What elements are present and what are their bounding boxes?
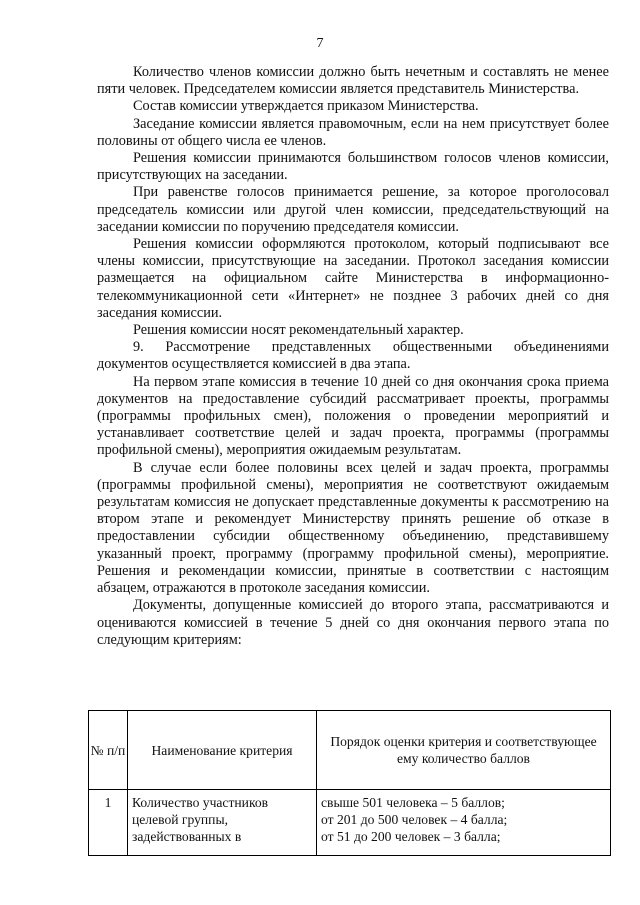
paragraph: На первом этапе комиссия в течение 10 дней со дня окончания срока приема документов на предоставление субсидий рассматривает проекты, программы (программы профильных смен), положения о проведении мероприятий и устанавливает соответствие целей и задач проекта, программы (программы профильной смены), мероприятия ожидаемым результатам. (97, 373, 609, 459)
criteria-table (88, 710, 611, 856)
scoring-line: свыше 501 человека – 5 баллов; (321, 795, 505, 810)
criterion-name: Количество участников целевой группы, задействованных в (128, 790, 317, 856)
row-number: 1 (89, 790, 128, 856)
scoring-line: от 51 до 200 человек – 3 балла; (321, 829, 501, 844)
paragraph: Решения комиссии оформляются протоколом, который подписывают все члены комиссии, присутствующие на заседании. Протокол заседания комиссии размещается на официальном сайте Министерства в информационно-телекоммуникационной сети «Интернет» не позднее 3 рабочих дней со дня заседания комиссии. (97, 236, 609, 321)
paragraph: Решения комиссии принимаются большинством голосов членов комиссии, присутствующих на заседании. (97, 150, 609, 184)
paragraph: В случае если более половины всех целей и задач проекта, программы (программы профильной смены), мероприятия не соответствуют ожидаемым результатам комиссия не допускает представленные документы к рассмотрению на втором этапе и рекомендует Министерству принять решение об отказе в предоставлении субсидии общественному объединению, представившему указанный проект, программу (программу профильной смены), мероприятие. Решения и рекомендации комиссии, принятые в соответствии с настоящим абзацем, отражаются в протоколе заседания комиссии. (97, 459, 609, 597)
table-row (89, 790, 611, 856)
paragraph: Состав комиссии утверждается приказом Министерства. (133, 98, 479, 115)
table-header-row (89, 711, 611, 790)
scoring-line: от 201 до 500 человек – 4 балла; (321, 812, 508, 827)
column-header-scoring: Порядок оценки критерия и соответствующее ему количество баллов (317, 711, 611, 790)
paragraph: Решения комиссии носят рекомендательный характер. (133, 322, 464, 339)
criterion-scoring (317, 790, 611, 856)
paragraph: Документы, допущенные комиссией до второго этапа, рассматриваются и оцениваются комиссией в течение 5 дней со дня окончания первого этапа по следующим критериям: (97, 597, 609, 648)
paragraph: Количество членов комиссии должно быть нечетным и составлять не менее пяти человек. Председателем комиссии является представитель Министерства. (97, 64, 609, 98)
paragraph: При равенстве голосов принимается решение, за которое проголосовал председатель комиссии или другой член комиссии, председательствующий на заседании комиссии по поручению председателя комиссии. (97, 184, 609, 235)
paragraph: 9. Рассмотрение представленных общественными объединениями документов осуществляется комиссией в два этапа. (97, 339, 609, 373)
column-header-number: № п/п (89, 711, 128, 790)
document-body (97, 64, 609, 649)
paragraph: Заседание комиссии является правомочным, если на нем присутствует более половины от общего числа ее членов. (97, 115, 609, 149)
page-number: 7 (316, 36, 324, 51)
column-header-criterion: Наименование критерия (128, 711, 317, 790)
